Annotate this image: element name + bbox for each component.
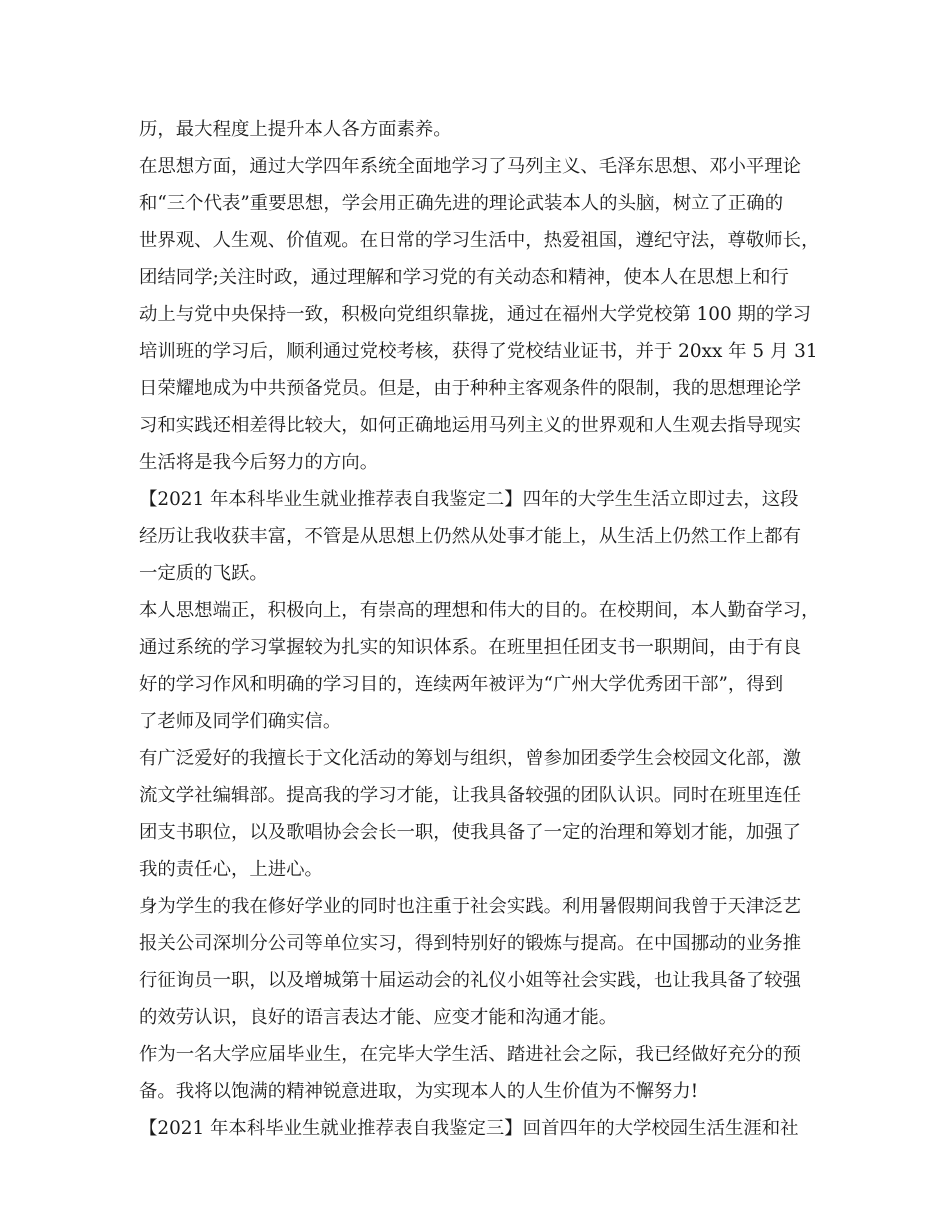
text-line: 历，最大程度上提升本人各方面素养。 xyxy=(139,119,452,140)
document-body xyxy=(139,111,829,1147)
text-line: 经历让我收获丰富，不管是从思想上仍然从处事才能上，从生活上仍然工作上都有 xyxy=(139,526,802,547)
text-line: 生活将是我今后努力的方向。 xyxy=(139,452,379,473)
section-heading-line: 【2021 年本科毕业生就业推荐表自我鉴定三】回首四年的大学校园生活生涯和社 xyxy=(139,1118,799,1139)
text-line: 世界观、人生观、价值观。在日常的学习生活中，热爱祖国，遵纪守法，尊敬师长， xyxy=(139,230,820,251)
text-line: 好的学习作风和明确的学习目的，连续两年被评为“广州大学优秀团干部”，得到 xyxy=(139,674,784,695)
text-line: 我的责任心，上进心。 xyxy=(139,859,323,880)
text-line: 团支书职位，以及歌唱协会会长一职，使我具备了一定的治理和筹划才能，加强了 xyxy=(139,822,802,843)
text-line: 通过系统的学习掌握较为扎实的知识体系。在班里担任团支书一职期间，由于有良 xyxy=(139,637,802,658)
text-line: 在思想方面，通过大学四年系统全面地学习了马列主义、毛泽东思想、邓小平理论 xyxy=(139,156,802,177)
text-line: 团结同学;关注时政，通过理解和学习党的有关动态和精神，使本人在思想上和行 xyxy=(139,267,789,288)
text-line: 流文学社编辑部。提高我的学习才能，让我具备较强的团队认识。同时在班里连任 xyxy=(139,785,802,806)
text-line: 报关公司深圳分公司等单位实习，得到特别好的锻炼与提高。在中国挪动的业务推 xyxy=(139,933,802,954)
text-line: 作为一名大学应届毕业生，在完毕大学生活、踏进社会之际，我已经做好充分的预 xyxy=(139,1044,802,1065)
text-line: 本人思想端正，积极向上，有崇高的理想和伟大的目的。在校期间，本人勤奋学习， xyxy=(139,600,820,621)
text-line: 和“三个代表”重要思想，学会用正确先进的理论武装本人的头脑，树立了正确的 xyxy=(139,193,784,214)
text-line: 习和实践还相差得比较大，如何正确地运用马列主义的世界观和人生观去指导现实 xyxy=(139,415,802,436)
text-line: 日荣耀地成为中共预备党员。但是，由于种种主客观条件的限制，我的思想理论学 xyxy=(139,378,802,399)
text-line: 培训班的学习后，顺利通过党校考核，获得了党校结业证书，并于 20xx 年 5 月 31 xyxy=(139,341,818,362)
text-line: 了老师及同学们确实信。 xyxy=(139,711,342,732)
text-line: 备。我将以饱满的精神锐意进取，为实现本人的人生价值为不懈努力! xyxy=(139,1081,699,1102)
text-line: 的效劳认识，良好的语言表达才能、应变才能和沟通才能。 xyxy=(139,1007,618,1028)
section-heading-line: 【2021 年本科毕业生就业推荐表自我鉴定二】四年的大学生生活立即过去，这段 xyxy=(139,489,799,510)
text-line: 行征询员一职，以及增城第十届运动会的礼仪小姐等社会实践，也让我具备了较强 xyxy=(139,970,802,991)
text-line: 一定质的飞跃。 xyxy=(139,563,268,584)
text-line: 动上与党中央保持一致，积极向党组织靠拢，通过在福州大学党校第 100 期的学习 xyxy=(139,304,812,325)
text-line: 有广泛爱好的我擅长于文化活动的筹划与组织，曾参加团委学生会校园文化部，激 xyxy=(139,748,802,769)
text-line: 身为学生的我在修好学业的同时也注重于社会实践。利用暑假期间我曾于天津泛艺 xyxy=(139,896,802,917)
